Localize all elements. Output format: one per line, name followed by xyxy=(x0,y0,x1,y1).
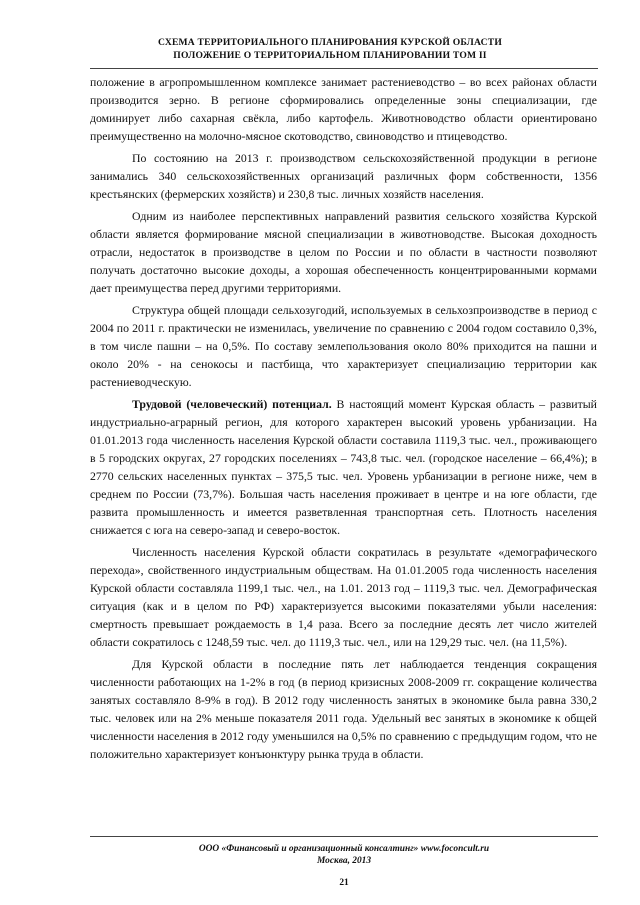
paragraph-5 xyxy=(90,395,597,539)
footer-company: ООО «Финансовый и организационный консалтинг» www.foconcult.ru xyxy=(198,844,490,854)
paragraph-text: Численность населения Курской области сократилась в результате «демографического перехода», свойственного индустриальным обществам. На 01.01.2005 года численность населения Курской области составляла 1199,1 тыс. чел., на 1.01. 2013 год – 1119,3 тыс. чел. Демографическая ситуация (как и в целом по РФ) характеризуется высокими показателями убыли населения: смертность превышает рождаемость в 1,4 раза. Всего за последние десять лет число жителей области сократилось с 1248,59 тыс. чел. до 1119,3 тыс. чел., или на 129,29 тыс. чел. (на 11,5%). xyxy=(90,545,597,649)
paragraph-3 xyxy=(90,207,597,297)
document-body xyxy=(90,73,597,763)
paragraph-text: положение в агропромышленном комплексе занимает растениеводство – во всех районах области производится зерно. В регионе сформировались определенные зоны специализации, где доминирует либо сахарная свёкла, либо картофель. Животноводство области ориентировано преимущественно на молочно-мясное скотоводство, свиноводство и птицеводство. xyxy=(90,75,597,143)
paragraph-7 xyxy=(90,655,597,763)
header-divider xyxy=(90,68,598,69)
footer-divider xyxy=(90,836,598,837)
paragraph-text: Для Курской области в последние пять лет наблюдается тенденция сокращения численности работающих на 1-2% в год (в период кризисных 2008-2009 гг. сокращение количества занятых составляло 8-9% в год). В 2012 году численность занятых в экономике была равна 330,2 тыс. человек или на 2% меньше показателя 2011 года. Удельный вес занятых в экономике к общей численности населения в 2012 году уменьшился на 0,5% по сравнению с предыдущим годом, что не положительно характеризует конъюнктуру рынка труда в области. xyxy=(90,657,597,761)
paragraph-1 xyxy=(90,73,597,145)
page-number: 21 xyxy=(339,878,349,888)
section-lead-heading: Трудовой (человеческий) потенциал. xyxy=(132,397,332,411)
paragraph-text: Одним из наиболее перспективных направлений развития сельского хозяйства Курской области является формирование мясной специализации в животноводстве. Высокая доходность отрасли, недостаток в производстве в целом по России и по области в частности позволяют получать достаточно высокие доходы, а хорошая обеспеченность концентрированными кормами дает преимущества перед другими территориями. xyxy=(90,209,597,295)
paragraph-text: По состоянию на 2013 г. производством сельскохозяйственной продукции в регионе занимались 340 сельскохозяйственных организаций различных форм собственности, 1356 крестьянских (фермерских хозяйств) и 230,8 тыс. личных хозяйств населения. xyxy=(90,151,597,201)
paragraph-text: Структура общей площади сельхозугодий, используемых в сельхозпроизводстве в период с 2004 по 2011 г. практически не изменилась, увеличение по сравнению с 2004 годом составило 0,3%, в том числе пашни – на 0,5%. По составу землепользования около 80% приходится на пашни и около 20% - на сенокосы и пастбища, что характеризует специализацию территории как растениеводческую. xyxy=(90,303,597,389)
paragraph-text: В настоящий момент Курская область – развитый индустриально-аграрный регион, для которого характерен высокий уровень урбанизации. На 01.01.2013 года численность населения Курской области составила 1119,3 тыс. чел., проживающего в 5 городских округах, 27 городских поселениях – 743,8 тыс. чел. (городское население – 66,4%); в 2770 сельских населенных пунктах – 375,5 тыс. чел. Уровень урбанизации в регионе ниже, чем в среднем по России (73,7%). Большая часть населения проживает в центре и на юге области, где развита промышленность и имеется разветвленная транспортная сеть. Плотность населения снижается с юга на северо-запад и северо-восток. xyxy=(90,397,597,537)
header-title: СХЕМА ТЕРРИТОРИАЛЬНОГО ПЛАНИРОВАНИЯ КУРСКОЙ ОБЛАСТИ xyxy=(157,37,503,48)
page-footer xyxy=(90,843,598,867)
footer-city-year: Москва, 2013 xyxy=(316,856,372,866)
paragraph-6 xyxy=(90,543,597,651)
paragraph-4 xyxy=(90,301,597,391)
page-header xyxy=(90,36,570,62)
header-subtitle: ПОЛОЖЕНИЕ О ТЕРРИТОРИАЛЬНОМ ПЛАНИРОВАНИИ ТОМ II xyxy=(173,50,487,61)
paragraph-2 xyxy=(90,149,597,203)
